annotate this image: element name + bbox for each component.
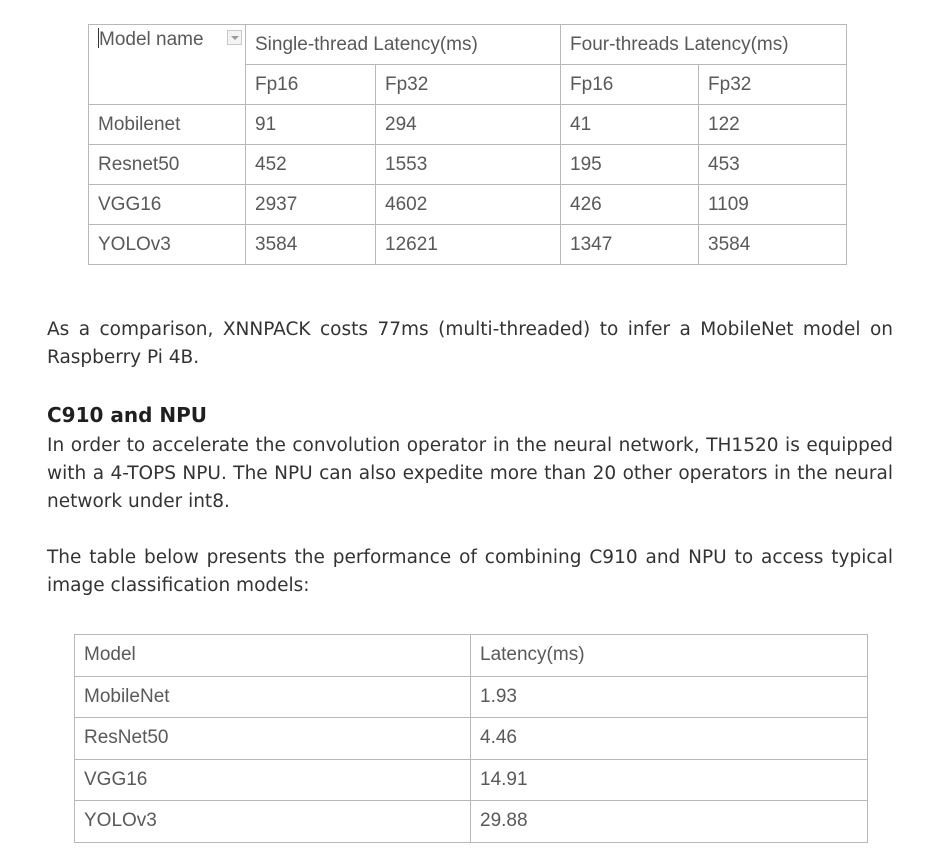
subheader-cell: Fp32	[699, 65, 847, 105]
table-cell: VGG16	[89, 185, 246, 225]
table-cell: 29.88	[471, 801, 868, 843]
table-row	[75, 801, 868, 843]
table-cell: 2937	[246, 185, 376, 225]
table-row	[75, 759, 868, 801]
table-cell: 294	[376, 105, 561, 145]
section-heading: C910 and NPU	[47, 403, 208, 427]
table-cell: 91	[246, 105, 376, 145]
table-row	[89, 145, 847, 185]
table-row	[75, 676, 868, 718]
table-row	[89, 105, 847, 145]
table-cell: MobileNet	[75, 676, 471, 718]
header-latency: Latency(ms)	[471, 635, 868, 677]
header-four-threads: Four-threads Latency(ms)	[561, 25, 847, 65]
table-cell: 4.46	[471, 718, 868, 760]
table-cell: 14.91	[471, 759, 868, 801]
table-cell: 1347	[561, 225, 699, 265]
table-row	[89, 185, 847, 225]
table-cell: 3584	[246, 225, 376, 265]
subheader-cell: Fp32	[376, 65, 561, 105]
table-intro-paragraph: The table below presents the performance of combining C910 and NPU to access typical image classification models:	[47, 547, 893, 596]
table-cell: 41	[561, 105, 699, 145]
table-cell: Mobilenet	[89, 105, 246, 145]
header-single-thread: Single-thread Latency(ms)	[246, 25, 561, 65]
table-cell: 1.93	[471, 676, 868, 718]
table-cell: 3584	[699, 225, 847, 265]
latency-table-npu	[74, 634, 868, 843]
table-cell: VGG16	[75, 759, 471, 801]
header-model-name	[89, 25, 246, 105]
npu-paragraph: In order to accelerate the convolution operator in the neural network, TH1520 is equipped with a 4-TOPS NPU. The NPU can also expedite more than 20 other operators in the neural network under int8.	[47, 435, 893, 512]
table-cell: YOLOv3	[89, 225, 246, 265]
table-cell: Resnet50	[89, 145, 246, 185]
header-model: Model	[75, 635, 471, 677]
table-cell: 1553	[376, 145, 561, 185]
table-cell: 1109	[699, 185, 847, 225]
table-cell: 452	[246, 145, 376, 185]
table-cell: 426	[561, 185, 699, 225]
latency-table-cpu	[88, 24, 847, 265]
table-cell: ResNet50	[75, 718, 471, 760]
table-cell: YOLOv3	[75, 801, 471, 843]
comparison-paragraph: As a comparison, XNNPACK costs 77ms (multi-threaded) to infer a MobileNet model on Raspberry Pi 4B.	[47, 319, 893, 368]
subheader-cell: Fp16	[561, 65, 699, 105]
table-row	[89, 225, 847, 265]
table-cell: 4602	[376, 185, 561, 225]
table-cell: 12621	[376, 225, 561, 265]
table-cell: 195	[561, 145, 699, 185]
table-cell: 122	[699, 105, 847, 145]
header-model-name-label: Model name	[99, 29, 204, 50]
subheader-cell: Fp16	[246, 65, 376, 105]
table-row	[75, 718, 868, 760]
filter-dropdown-icon[interactable]	[227, 30, 242, 45]
table-cell: 453	[699, 145, 847, 185]
table-header-row	[75, 635, 868, 677]
